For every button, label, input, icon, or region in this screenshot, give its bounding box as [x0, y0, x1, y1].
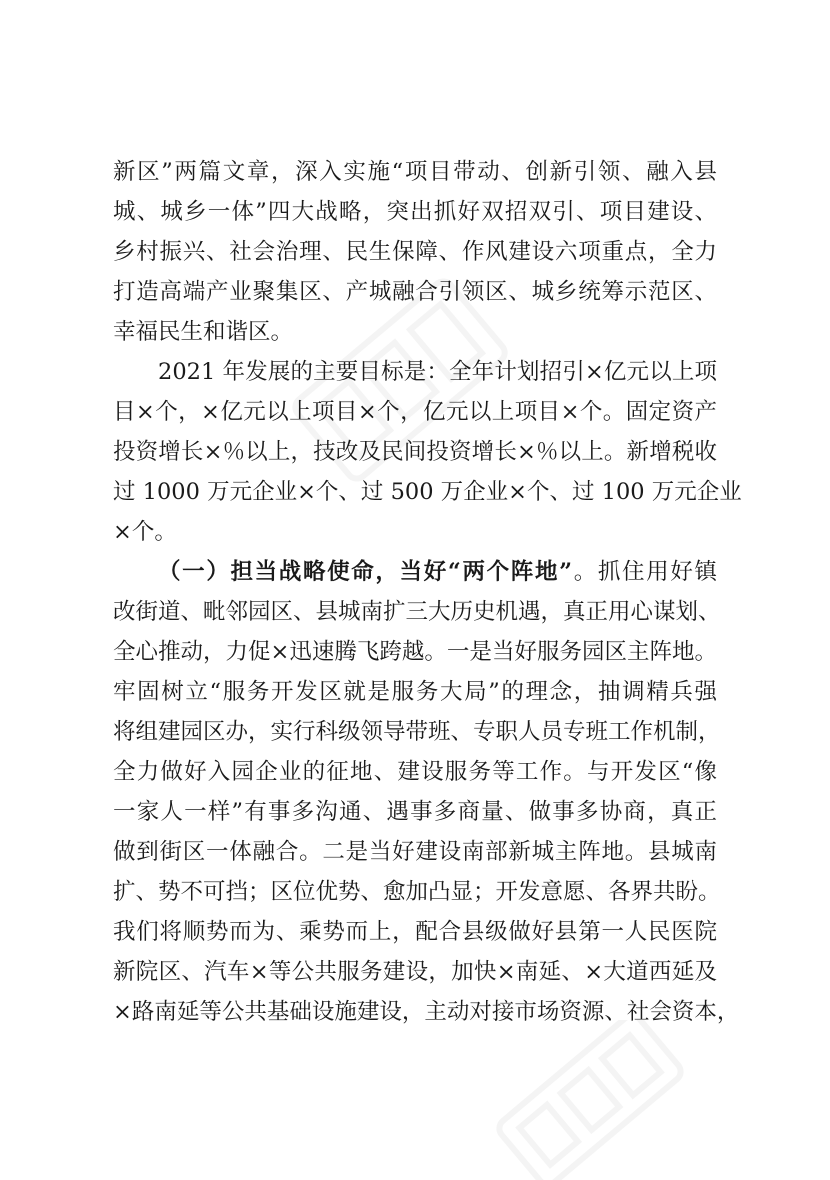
paragraph-1 — [113, 152, 717, 352]
text-line-with-heading — [113, 552, 717, 592]
text-line: ×路南延等公共基础设施建设，主动对接市场资源、社会资本， — [113, 999, 740, 1025]
text-line: 我们将顺势而为、乘势而上，配合县级做好县第一人民医院 — [113, 919, 717, 945]
paragraph-3 — [113, 552, 740, 1032]
text-line: 全力做好入园企业的征地、建设服务等工作。与开发区“像 — [113, 759, 717, 785]
text-fragment: 。抓住用好镇 — [572, 559, 717, 585]
text-line: 幸福民生和谐区。 — [113, 319, 294, 345]
text-line: 过 1000 万元企业×个、过 500 万企业×个、过 100 万元企业 — [113, 479, 742, 505]
text-line: 将组建园区办，实行科级领导带班、专职人员专班工作机制， — [113, 719, 721, 745]
text-line: 全心推动，力促×迅速腾飞跨越。一是当好服务园区主阵地。 — [113, 639, 717, 665]
text-line: 改街道、毗邻园区、县城南扩三大历史机遇，真正用心谋划、 — [113, 599, 721, 625]
text-line: 城、城乡一体”四大战略，突出抓好双招双引、项目建设、 — [113, 199, 717, 225]
text-line: 乡村振兴、社会治理、民生保障、作风建设六项重点，全力 — [113, 239, 717, 265]
text-line: 打造高端产业聚集区、产城融合引领区、城乡统筹示范区、 — [113, 279, 717, 305]
text-line: 2021 年发展的主要目标是：全年计划招引×亿元以上项 — [158, 359, 717, 385]
text-line: 新院区、汽车×等公共服务建设，加快×南延、×大道西延及 — [113, 959, 717, 985]
document-body — [113, 152, 742, 1032]
paragraph-2 — [113, 352, 742, 552]
text-line: ×个。 — [113, 519, 177, 545]
text-line: 新区”两篇文章，深入实施“项目带动、创新引领、融入县 — [113, 159, 717, 185]
text-line: 一家人一样”有事多沟通、遇事多商量、做事多协商，真正 — [113, 799, 717, 825]
watermark-seal-icon — [470, 1020, 710, 1180]
text-line: 做到街区一体融合。二是当好建设南部新城主阵地。县城南 — [113, 839, 717, 865]
text-line: 目×个，×亿元以上项目×个，亿元以上项目×个。固定资产 — [113, 399, 717, 425]
section-heading: （一）担当战略使命，当好“两个阵地” — [158, 559, 573, 585]
text-line: 扩、势不可挡；区位优势、愈加凸显；开发意愿、各界共盼。 — [113, 879, 721, 905]
text-line: 投资增长×％以上，技改及民间投资增长×％以上。新增税收 — [113, 439, 717, 465]
text-line: 牢固树立“服务开发区就是服务大局”的理念，抽调精兵强 — [113, 679, 717, 705]
